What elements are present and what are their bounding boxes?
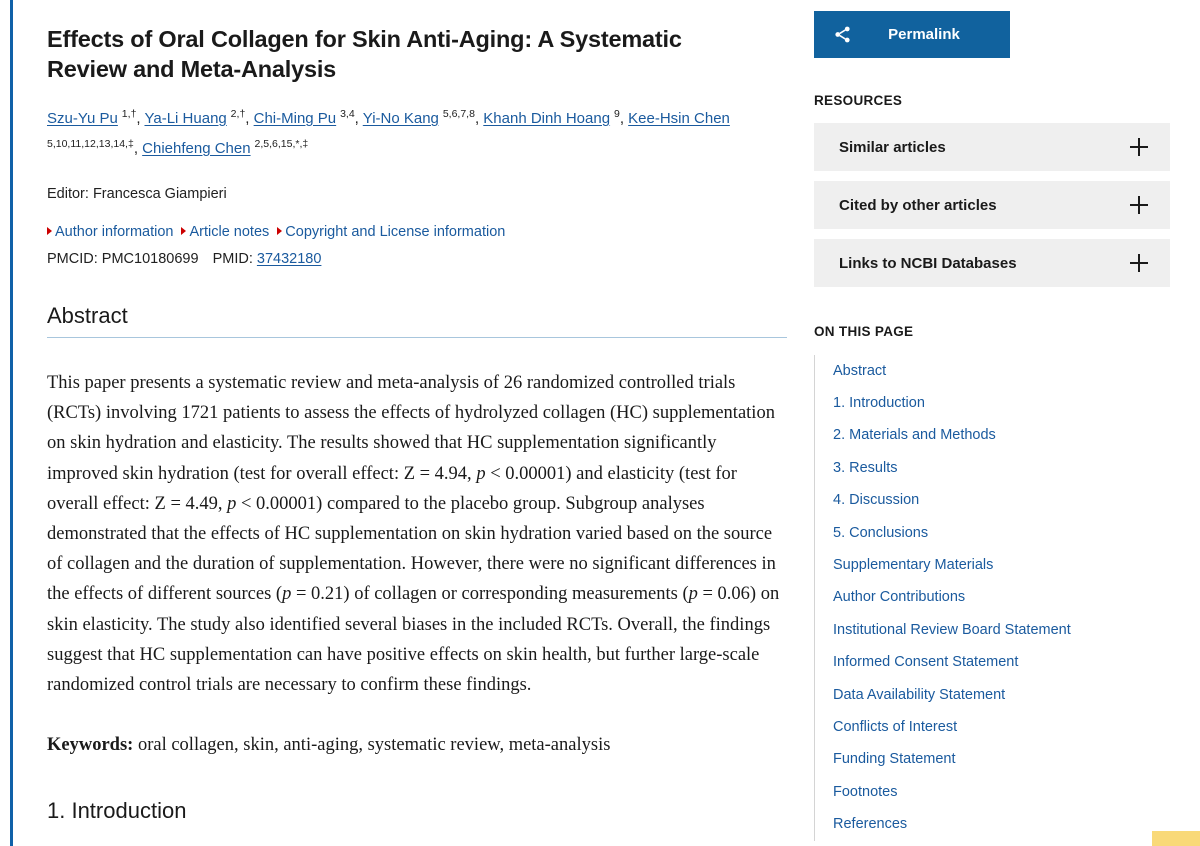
author-affiliation: 3,4 [337,108,355,120]
author-affiliation: 5,10,11,12,13,14,‡ [47,138,134,150]
triangle-right-icon [47,227,52,235]
toc-link[interactable]: Data Availability Statement [833,686,1006,703]
abstract-emphasis: p [476,463,486,484]
resources-accordion [814,123,1170,297]
keywords-value: oral collagen, skin, anti-aging, systematic review, meta-analysis [137,735,611,756]
share-icon [824,25,860,44]
meta-links [47,224,789,240]
abstract-emphasis: p [227,493,237,514]
page-title: Effects of Oral Collagen for Skin Anti-Aging: A Systematic Review and Meta-Analysis [47,26,682,82]
toc-link[interactable]: References [833,816,908,833]
author-link[interactable]: Ya-Li Huang [144,110,227,127]
pmid-link[interactable]: 37432180 [256,251,322,267]
toc-link[interactable]: Informed Consent Statement [833,654,1019,671]
author-affiliation: 2,† [227,108,246,120]
pmid-label: PMID: [212,251,253,267]
pmcid-value: PMC10180699 [101,251,199,267]
resource-accordion-label: Links to NCBI Databases [839,254,1017,272]
introduction-heading: 1. Introduction [47,798,187,824]
keywords-label: Keywords: [47,735,134,756]
author-affiliation: 1,† [118,108,137,120]
meta-link-item[interactable] [181,224,269,240]
abstract-text: < 0.00001) compared to the placebo group. Subgroup analyses demonstrated that the effects of HC supplementation on skin hydration varied based on the source of collagen and the duration of supplementation. However, there were no significant differences in the effects of different sources ( [47,493,776,605]
editor-line [47,186,789,202]
editor-name: Francesca Giampieri [92,186,227,202]
meta-link-label[interactable]: Article notes [189,224,270,240]
abstract-heading: Abstract [47,303,787,338]
abstract-body [47,368,787,700]
meta-link-item[interactable] [277,224,505,240]
author-link[interactable]: Chi-Ming Pu [253,110,337,127]
toc-link[interactable]: Supplementary Materials [833,557,994,574]
pmcid-label: PMCID: [47,251,98,267]
author-separator: , [245,110,254,127]
article-content [47,0,789,842]
author-separator: , [474,110,484,127]
author-link[interactable]: Szu-Yu Pu [47,110,118,127]
resource-accordion-label: Cited by other articles [839,196,997,214]
plus-icon[interactable] [1130,254,1148,272]
permalink-button[interactable] [814,11,1010,58]
on-this-page-heading: ON THIS PAGE [814,324,914,339]
author-link[interactable]: Khanh Dinh Hoang [483,110,611,127]
keywords-line [47,730,789,760]
author-link[interactable]: Chiehfeng Chen [142,140,251,157]
author-separator: , [619,110,629,127]
toc-link[interactable]: Conflicts of Interest [833,719,958,736]
resource-accordion-label: Similar articles [839,138,946,156]
toc-link[interactable]: Footnotes [833,783,898,800]
triangle-right-icon [181,227,186,235]
meta-link-label[interactable]: Author information [55,224,174,240]
triangle-right-icon [277,227,282,235]
abstract-emphasis: p [282,584,292,605]
author-affiliation: 9 [611,108,620,120]
toc-link[interactable]: Institutional Review Board Statement [833,621,1071,638]
toc-link[interactable]: 5. Conclusions [833,524,929,541]
meta-link-item[interactable] [47,224,173,240]
toc-link[interactable]: 1. Introduction [833,395,925,411]
toc-link[interactable]: 3. Results [833,459,898,476]
author-link[interactable]: Yi-No Kang [362,110,439,127]
toc-link[interactable]: Funding Statement [833,751,956,768]
toc-link[interactable]: 4. Discussion [833,492,920,509]
plus-icon[interactable] [1130,196,1148,214]
resource-accordion-item[interactable] [814,181,1170,229]
author-separator: , [354,110,363,127]
author-list [47,104,789,164]
abstract-text: = 0.21) of collagen or corresponding measurements ( [291,584,689,605]
on-this-page-nav [814,355,1184,841]
toc-link[interactable]: Author Contributions [833,589,966,606]
meta-link-label[interactable]: Copyright and License information [285,224,506,240]
abstract-emphasis: p [688,584,698,605]
author-affiliation: 2,5,6,15,*,‡ [251,138,309,150]
author-separator: , [133,140,143,157]
highlight-bar [1152,831,1200,846]
author-affiliation: 5,6,7,8 [439,108,475,120]
abstract-paragraph [47,368,787,700]
resource-accordion-item[interactable] [814,123,1170,171]
resource-accordion-item[interactable] [814,239,1170,287]
resources-heading: RESOURCES [814,93,903,108]
author-separator: , [136,110,145,127]
left-blue-rail [10,0,13,846]
abstract-text: = 0.06) on skin elasticity. The study also identified several biases in the included RCTs. Overall, the findings suggest that HC supplementation can have positive effects on skin health, but further large-scale randomized control trials are necessary to confirm these findings. [47,584,780,696]
toc-link[interactable]: 2. Materials and Methods [833,427,996,444]
article-identifiers [47,251,789,267]
abstract-text: < 0.00001) and elasticity (test for overall effect: Z = 4.49, [47,463,737,514]
author-link[interactable]: Kee-Hsin Chen [628,110,730,127]
editor-label: Editor: [47,186,89,202]
toc-link[interactable]: Abstract [833,363,887,379]
abstract-text: This paper presents a systematic review and meta-analysis of 26 randomized controlled trials (RCTs) involving 1721 patients to assess the effects of hydrolyzed collagen (HC) supplementation on skin hydration and elasticity. The results showed that HC supplementation significantly improved skin hydration (test for overall effect: Z = 4.94, [47,373,775,484]
plus-icon[interactable] [1130,138,1148,156]
permalink-label: Permalink [888,26,960,43]
